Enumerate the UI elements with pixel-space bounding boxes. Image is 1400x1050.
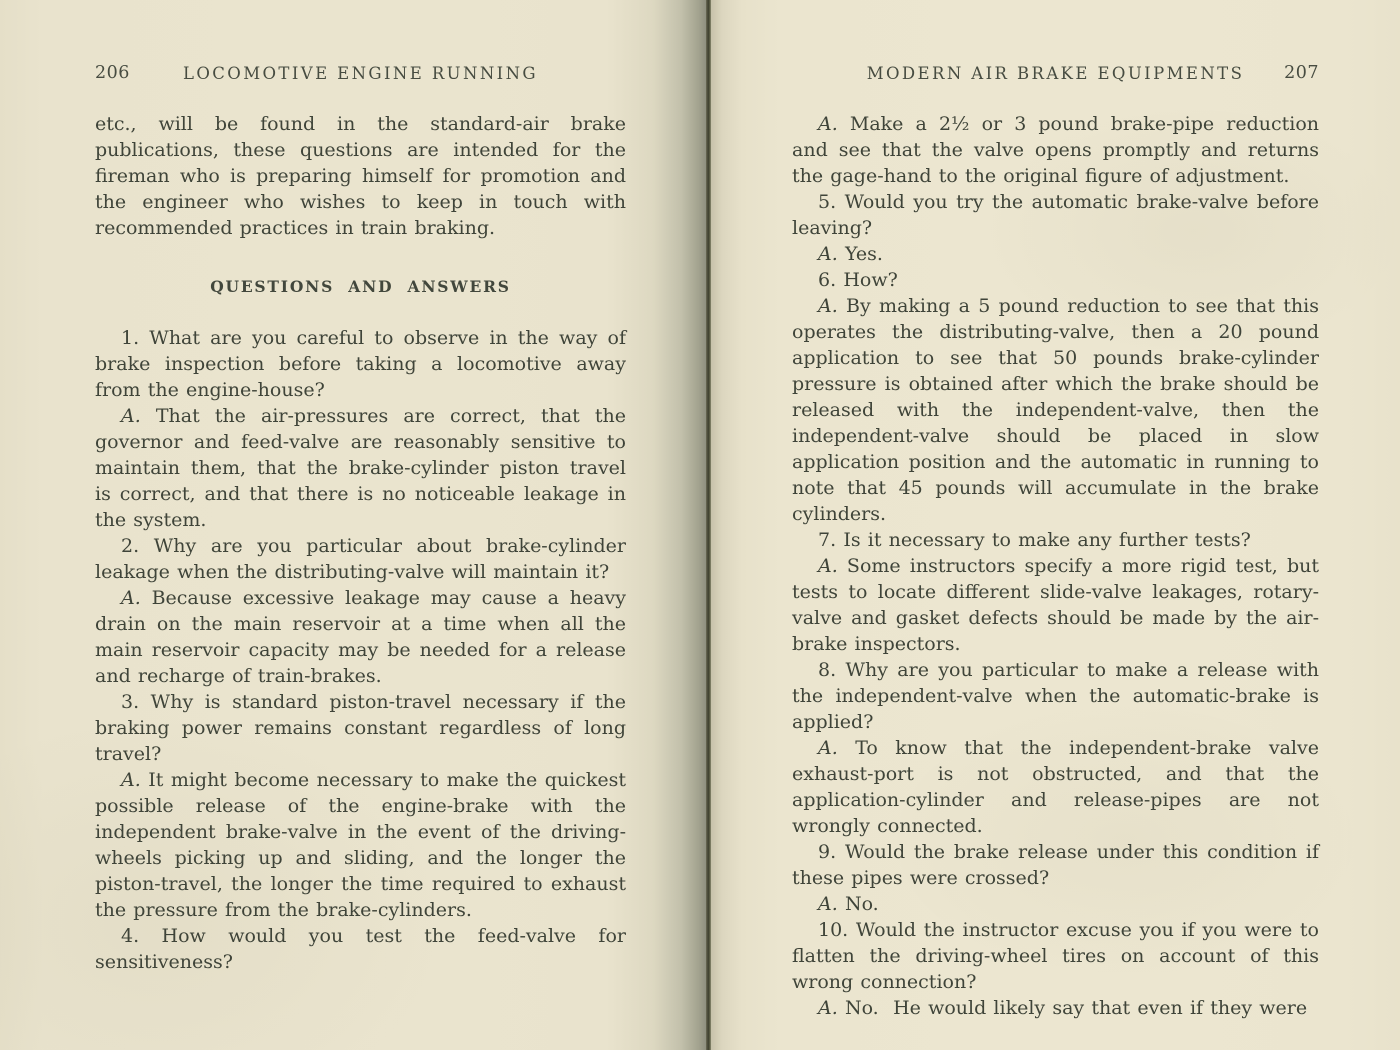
section-heading: QUESTIONS AND ANSWERS (210, 277, 511, 296)
answer-lead: A. (818, 243, 838, 265)
question-lead: 3. (121, 691, 140, 713)
answer-paragraph: A. Make a 2½ or 3 pound brake-pipe reduction and see that the valve opens promptly and returns the gage-hand to the original figure of adjustment. (792, 113, 1319, 187)
question-lead: 9. (818, 841, 837, 863)
question-paragraph: 10. Would the instructor excuse you if you were to flatten the driving-wheel tires on account of this wrong connection? (792, 919, 1319, 993)
question-lead: 10. (818, 919, 849, 941)
right-page (711, 0, 1400, 1050)
body-paragraph: etc., will be found in the standard-air brake publications, these questions are intended for the fireman who is preparing himself for promotion and the engineer who wishes to keep in touch with recommended practices in train braking. (95, 113, 626, 239)
right-page-body (792, 111, 1319, 1021)
left-running-title: LOCOMOTIVE ENGINE RUNNING (182, 64, 539, 83)
question-paragraph: 3. Why is standard piston-travel necessary if the braking power remains constant regardless of long travel? (95, 691, 626, 765)
answer-lead: A. (121, 769, 141, 791)
answer-paragraph: A. No. (818, 893, 879, 915)
question-paragraph: 4. How would you test the feed-valve for sensitiveness? (95, 925, 626, 973)
question-paragraph: 5. Would you try the automatic brake-valve before leaving? (792, 191, 1319, 239)
answer-paragraph: A. No. He would likely say that even if they were (818, 997, 1308, 1019)
answer-lead: A. (818, 113, 838, 135)
answer-lead: A. (818, 295, 838, 317)
question-paragraph: 2. Why are you particular about brake-cylinder leakage when the distributing-valve will maintain it? (95, 535, 626, 583)
answer-paragraph: A. By making a 5 pound reduction to see that this operates the distributing-valve, then a 20 pound application to see that 50 pounds brake-cylinder pressure is obtained after which the brake should be released with the independent-valve, then the independent-valve should be placed in slow application position and the automatic in running to note that 45 pounds will accumulate in the brake cylinders. (792, 295, 1319, 525)
question-lead: 4. (121, 925, 140, 947)
right-page-number: 207 (1284, 63, 1319, 83)
question-lead: 2. (121, 535, 140, 557)
answer-paragraph: A. Because excessive leakage may cause a heavy drain on the main reservoir at a time when all the main reservoir capacity may be needed for a release and recharge of train-brakes. (95, 587, 626, 687)
left-page-header (95, 62, 626, 85)
answer-paragraph: A. Some instructors specify a more rigid test, but tests to locate different slide-valve leakages, rotary-valve and gasket defects should be made by the air-brake inspectors. (792, 555, 1319, 655)
left-page-body (95, 111, 626, 975)
question-lead: 5. (818, 191, 837, 213)
answer-lead: A. (818, 555, 838, 577)
answer-paragraph: A. To know that the independent-brake valve exhaust-port is not obstructed, and that the application-cylinder and release-pipes are not wrongly connected. (792, 737, 1319, 837)
question-lead: 7. (818, 529, 837, 551)
answer-paragraph: A. It might become necessary to make the quickest possible release of the engine-brake with the independent brake-valve in the event of the driving-wheels picking up and sliding, and the longer the piston-travel, the longer the time required to exhaust the pressure from the brake-cylinders. (95, 769, 626, 921)
answer-paragraph: A. Yes. (818, 243, 883, 265)
question-paragraph: 8. Why are you particular to make a release with the independent-valve when the automatic-brake is applied? (792, 659, 1319, 733)
right-running-title: MODERN AIR BRAKE EQUIPMENTS (866, 64, 1245, 83)
right-page-header (792, 62, 1319, 85)
question-paragraph: 9. Would the brake release under this condition if these pipes were crossed? (792, 841, 1319, 889)
answer-lead: A. (818, 737, 838, 759)
question-paragraph: 6. How? (818, 269, 898, 291)
answer-lead: A. (121, 405, 141, 427)
answer-lead: A. (818, 997, 838, 1019)
left-page-column (95, 62, 626, 975)
question-paragraph: 1. What are you careful to observe in the way of brake inspection before taking a locomotive away from the engine-house? (95, 327, 626, 401)
answer-paragraph: A. That the air-pressures are correct, that the governor and feed-valve are reasonably sensitive to maintain them, that the brake-cylinder piston travel is correct, and that there is no noticeable leakage in the system. (95, 405, 626, 531)
question-lead: 1. (121, 327, 140, 349)
question-lead: 6. (818, 269, 837, 291)
question-lead: 8. (818, 659, 837, 681)
answer-lead: A. (121, 587, 141, 609)
question-paragraph: 7. Is it necessary to make any further tests? (818, 529, 1251, 551)
answer-lead: A. (818, 893, 838, 915)
left-page-number: 206 (95, 63, 130, 83)
right-page-column (792, 62, 1319, 1021)
